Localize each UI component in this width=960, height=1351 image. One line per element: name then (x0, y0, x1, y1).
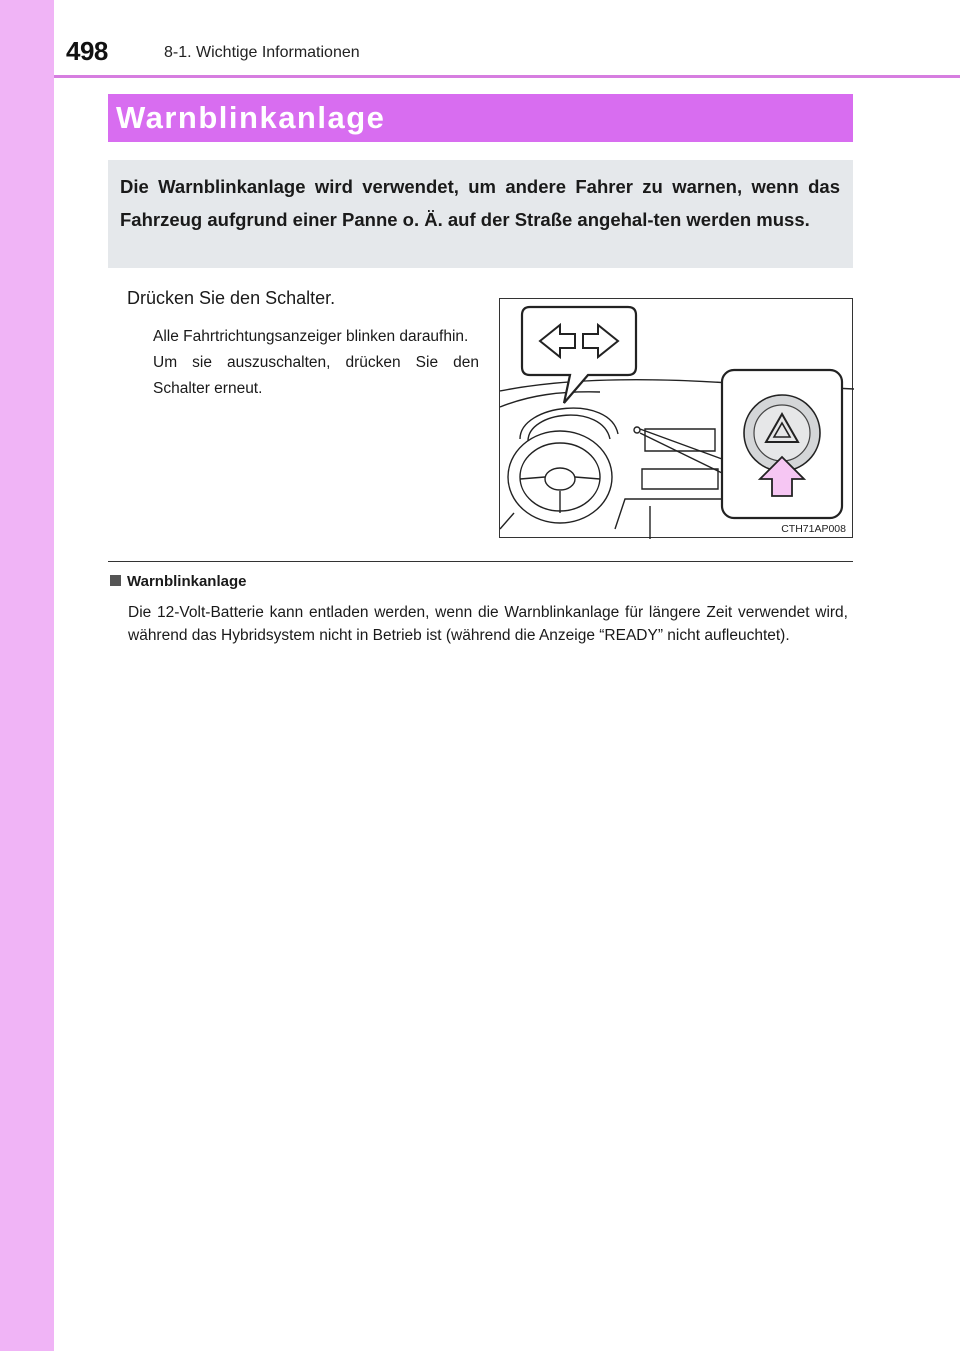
figure-code: CTH71AP008 (781, 523, 846, 535)
square-bullet-icon (110, 575, 121, 586)
note-body: Die 12-Volt-Batterie kann entladen werden, wenn die Warnblinkanlage für längere Zeit verwendet wird, während das Hybridsystem nicht in Betrieb ist (während die Anzeige “READY” nicht aufleuchtet). (128, 604, 848, 644)
turn-signal-callout (522, 307, 636, 403)
side-tab-strip (0, 0, 54, 1351)
dashboard-illustration (499, 298, 853, 538)
intro-text: Die Warnblinkanlage wird verwendet, um andere Fahrer zu warnen, wenn das Fahrzeug aufgrund einer Panne o. Ä. auf der Straße angehal-ten werden muss. (120, 176, 840, 230)
note-heading-text: Warnblinkanlage (127, 573, 247, 590)
note-heading (110, 573, 246, 590)
step-description (153, 324, 479, 402)
content-rule (108, 561, 853, 562)
page-title: Warnblinkanlage (116, 100, 386, 135)
step-description-line-1: Alle Fahrtrichtungsanzeiger blinken daraufhin. (153, 328, 469, 345)
hazard-button-callout (722, 370, 842, 518)
header-rule (54, 75, 960, 78)
page-number: 498 (66, 36, 108, 66)
section-label: 8-1. Wichtige Informationen (164, 44, 360, 61)
step-description-line-2: Um sie auszuschalten, drücken Sie den Schalter erneut. (153, 354, 479, 397)
step-instruction: Drücken Sie den Schalter. (127, 288, 336, 308)
